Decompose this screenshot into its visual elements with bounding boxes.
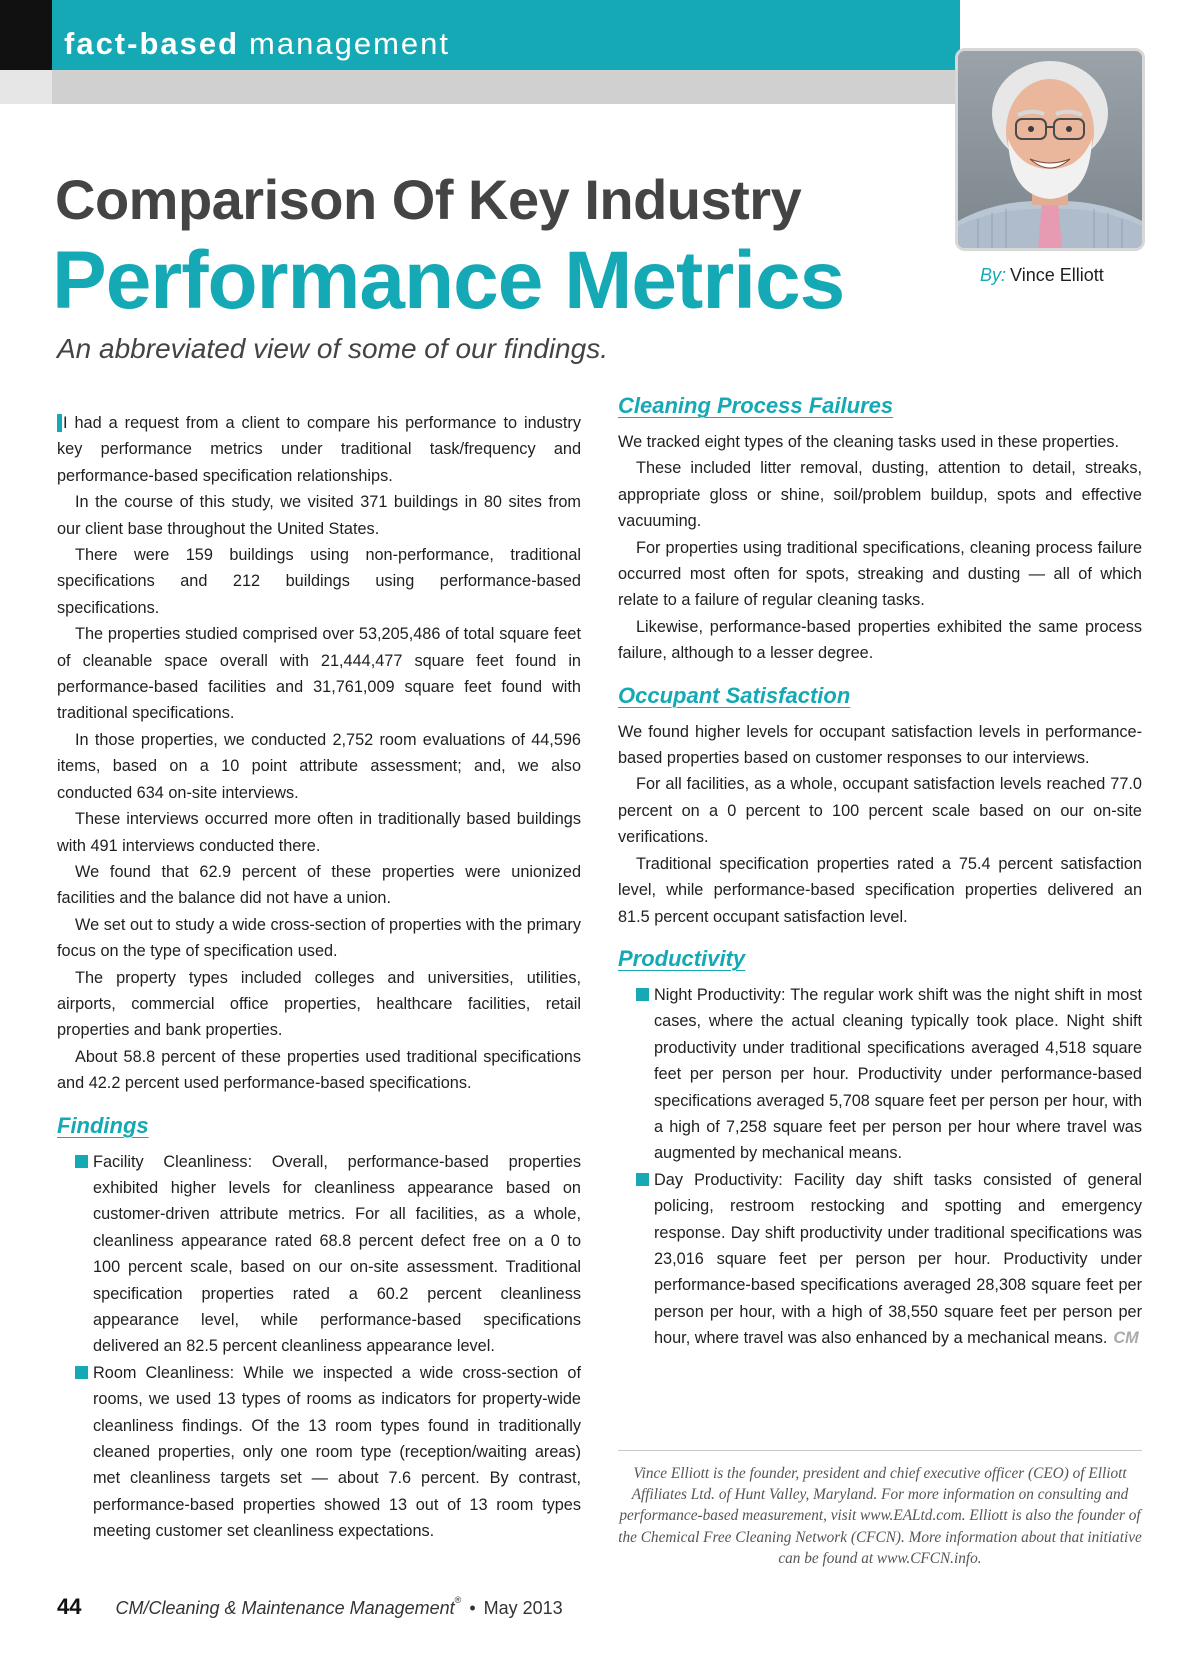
author-portrait-icon [958,51,1142,248]
page-footer [57,1596,563,1618]
body-paragraph: In those properties, we conducted 2,752 room evaluations of 44,596 items, based on a 10 point attribute assessment; and, we also conducted 634 on-site interviews. [57,730,581,802]
body-paragraph: We tracked eight types of the cleaning tasks used in these properties. [618,433,1120,451]
author-bio: Vince Elliott is the founder, president and chief executive officer (CEO) of Elliott Affiliates Ltd. of Hunt Valley, Maryland. For more information on consulting and performance-based measurement, visit www.EALtd.com. Elliott is also the founder of the Chemical Free Cleaning Network (CFCN). More information about that initiative can be found at www.CFCN.info. [618,1465,1142,1567]
kicker-rest: management [249,26,450,61]
body-paragraph: There were 159 buildings using non-performance, traditional specifications and 212 buildings using performance-based specifications. [57,546,581,617]
drop-cap: I [57,414,68,432]
banner-black-block [0,0,52,70]
bullet-square-icon [75,1155,88,1168]
bullet-square-icon [75,1366,88,1379]
kicker-strong: fact-based [64,26,240,61]
body-paragraph: We found higher levels for occupant satisfaction levels in performance-based properties based on customer responses to our interviews. [618,722,1142,768]
list-item: Night Productivity: The regular work shift was the night shift in most cases, where the actual cleaning typically took place. Night shift productivity under traditional specifications averaged 4,518 square feet per person per hour. Productivity under performance-based specifications averaged 5,708 square feet per person per hour, with a high of 7,258 square feet per person per hour where travel was augmented by mechanical means. [618,982,1142,1167]
body-paragraph: The properties studied comprised over 53,205,486 of total square feet of cleanable space overall with 21,444,477 square feet found in performance-based facilities and 31,761,009 square feet found with traditional specifications. [57,625,581,723]
list-item: Room Cleanliness: While we inspected a wide cross-section of rooms, we used 13 types of rooms as indicators for property-wide cleanliness findings. Of the 13 room types found in traditionally cleaned properties, only one room type (reception/waiting areas) met cleanliness targets set — about 7.6 percent. By contrast, performance-based properties showed 13 out of 13 room types meeting customer set cleanliness expectations. [57,1360,581,1545]
end-mark: CM [1113,1329,1139,1348]
body-paragraph: The property types included colleges and universities, utilities, airports, commercial office properties, healthcare facilities, retail properties and bank properties. [57,968,581,1040]
body-paragraph: These included litter removal, dusting, attention to detail, streaks, appropriate gloss or shine, soil/problem buildup, spots and effective vacuuming. [618,459,1142,531]
subtitle: An abbreviated view of some of our findings. [57,333,608,364]
left-column [57,410,581,1545]
banner-grey-corner [0,70,52,104]
issue-date: May 2013 [483,1598,563,1618]
body-paragraph: Traditional specification properties rated a 75.4 percent satisfaction level, while performance-based specification properties delivered an 81.5 percent occupant satisfaction level. [618,854,1142,926]
findings-list [57,1149,581,1545]
bullet-square-icon [636,988,649,1001]
body-paragraph: We found that 62.9 percent of these properties were unionized facilities and the balance did not have a union. [57,862,581,908]
author-photo [955,48,1145,251]
body-paragraph: Likewise, performance-based properties exhibited the same process failure, although to a lesser degree. [618,617,1142,663]
banner-grey-bar [52,70,960,104]
section-kicker [64,28,450,59]
productivity-heading: Productivity [618,945,746,971]
body-paragraph: We set out to study a wide cross-section of properties with the primary focus on the type of specification used. [57,915,581,961]
page-number: 44 [57,1594,82,1619]
author-name: Vince Elliott [1010,265,1104,285]
trademark-mark: ® [454,1595,462,1605]
body-paragraph: These interviews occurred more often in traditionally based buildings with 491 interviews conducted there. [57,810,581,855]
title-line-1: Comparison Of Key Industry [55,168,802,231]
magazine-name: CM/Cleaning & Maintenance Management [115,1598,455,1618]
byline-label: By: [980,265,1007,285]
body-paragraph: For properties using traditional specifications, cleaning process failure occurred most often for spots, streaking and dusting — all of which relate to a failure of regular cleaning tasks. [618,538,1142,610]
productivity-list [618,982,1142,1352]
byline [980,265,1104,286]
list-item: Day Productivity: Facility day shift tasks consisted of general policing, restroom restocking and spotting and emergency response. Day shift productivity under traditional specifications was 23,016 square feet per person per hour. Productivity under performance-based specifications averaged 28,308 square feet per person per hour, with a high of 38,550 square feet per person per hour, where travel was also enhanced by a mechanical means. CM [618,1167,1142,1352]
occupant-satisfaction-heading: Occupant Satisfaction [618,682,851,708]
body-paragraph: In the course of this study, we visited 371 buildings in 80 sites from our client base throughout the United States. [57,493,581,538]
cleaning-failures-heading: Cleaning Process Failures [618,393,894,418]
bio-divider [618,1450,1142,1451]
body-paragraph: I had a request from a client to compare his performance to industry key performance metrics under traditional task/frequency and performance-based specification relationships. [57,414,581,485]
body-paragraph: About 58.8 percent of these properties used traditional specifications and 42.2 percent used performance-based specifications. [57,1047,581,1093]
body-paragraph: For all facilities, as a whole, occupant satisfaction levels reached 77.0 percent on a 0 percent to 100 percent scale based on our on-site verifications. [618,775,1142,847]
footer-separator: • [469,1598,476,1618]
findings-heading: Findings [57,1112,149,1138]
right-column [618,391,1142,1352]
bullet-square-icon [636,1173,649,1186]
title-line-2: Performance Metrics [52,235,845,326]
list-item: Facility Cleanliness: Overall, performance-based properties exhibited higher levels for cleanliness appearance based on customer-driven attribute metrics. For all facilities, as a whole, cleanliness appearance rated 68.8 percent defect free on a 0 to 100 percent scale, based on our on-site assessment. Traditional specification properties rated a 60.2 percent cleanliness appearance level, while performance-based specifications delivered an 82.5 percent cleanliness appearance level. [57,1149,581,1360]
